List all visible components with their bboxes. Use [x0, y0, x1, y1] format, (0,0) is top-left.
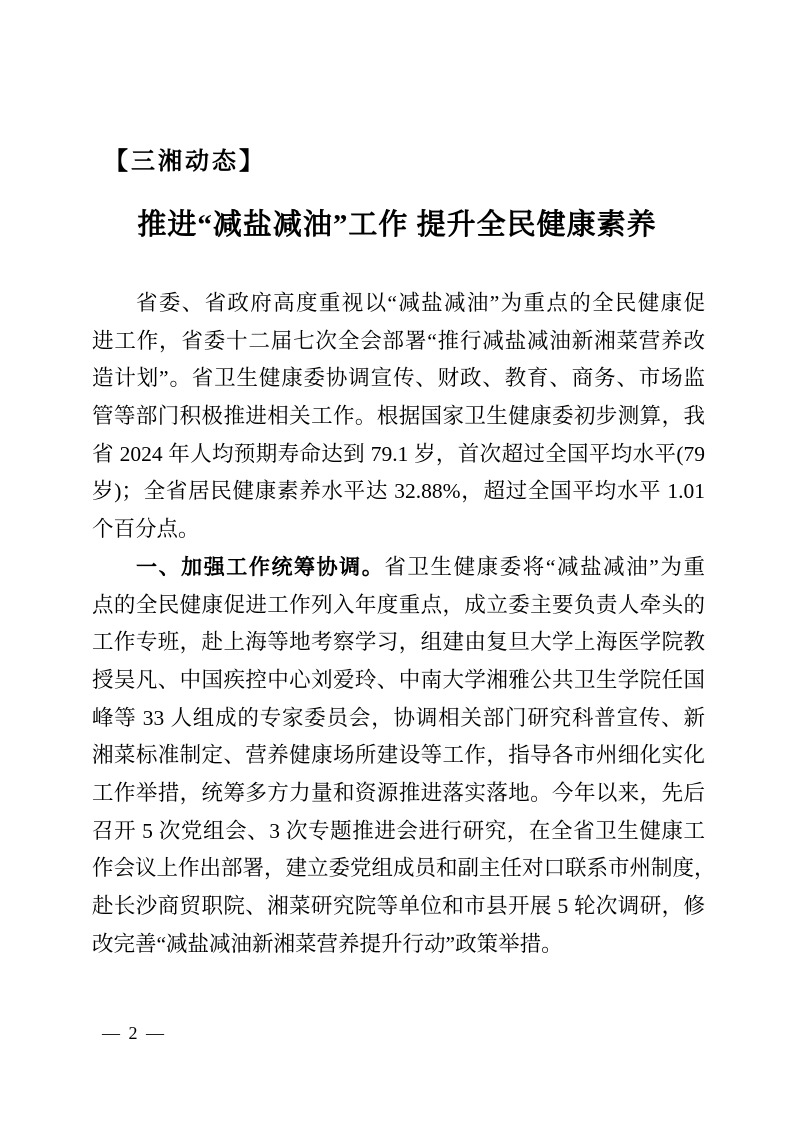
bold-run: 一、加强工作统筹协调。	[136, 555, 385, 579]
text-line	[92, 587, 705, 625]
body-text	[92, 285, 716, 963]
text-run: 峰等 33 人组成的专家委员会，协调相关部门研究科普宣传、新	[92, 705, 705, 730]
text-line	[92, 737, 705, 775]
text-run: 点的全民健康促进工作列入年度重点，成立委主要负责人牵头的	[92, 592, 705, 617]
text-line	[92, 323, 705, 361]
text-run: 工作专班，赴上海等地考察学习，组建由复旦大学上海医学院教	[92, 630, 705, 655]
text-line	[92, 624, 705, 662]
text-line	[92, 888, 705, 926]
text-line	[92, 285, 705, 323]
text-run: 省委、省政府高度重视以“减盐减油”为重点的全民健康促	[136, 291, 705, 315]
text-line	[92, 360, 705, 398]
text-run: 省 2024 年人均预期寿命达到 79.1 岁，首次超过全国平均水平(79	[92, 441, 705, 466]
section-header: 【三湘动态】	[104, 149, 266, 175]
text-run: 授吴凡、中国疾控中心刘爱玲、中南大学湘雅公共卫生学院任国	[92, 667, 705, 692]
text-line	[92, 662, 705, 700]
text-line	[92, 813, 705, 851]
text-line	[92, 511, 705, 549]
text-run: 湘菜标准制定、营养健康场所建设等工作，指导各市州细化实化	[92, 743, 705, 768]
text-line	[92, 473, 705, 511]
text-run: 进工作，省委十二届七次全会部署“推行减盐减油新湘菜营养改	[92, 328, 705, 353]
text-run: 召开 5 次党组会、3 次专题推进会进行研究，在全省卫生健康工	[92, 818, 705, 843]
page-number: — 2 —	[102, 1023, 166, 1043]
text-run: 个百分点。	[92, 517, 200, 542]
text-line	[92, 398, 705, 436]
text-run: 省卫生健康委将“减盐减油”为重	[384, 554, 705, 579]
text-line	[92, 549, 705, 587]
text-run: 工作举措，统筹多方力量和资源推进落实落地。今年以来，先后	[92, 780, 705, 805]
text-line	[92, 850, 716, 888]
text-run: 管等部门积极推进相关工作。根据国家卫生健康委初步测算，我	[92, 404, 705, 429]
text-run: 改完善“减盐减油新湘菜营养提升行动”政策举措。	[92, 931, 563, 956]
page-title: 推进“减盐减油”工作 提升全民健康素养	[137, 209, 657, 241]
text-line	[92, 775, 705, 813]
text-run: 作会议上作出部署，建立委党组成员和副主任对口联系市州制度，	[92, 856, 716, 881]
text-run: 赴长沙商贸职院、湘菜研究院等单位和市县开展 5 轮次调研，修	[92, 894, 705, 918]
text-line	[92, 926, 705, 964]
text-run: 造计划”。省卫生健康委协调宣传、财政、教育、商务、市场监	[92, 366, 705, 391]
text-run: 岁)；全省居民健康素养水平达 32.88%，超过全国平均水平 1.01	[92, 479, 705, 504]
text-line	[92, 700, 705, 738]
text-line	[92, 436, 705, 474]
